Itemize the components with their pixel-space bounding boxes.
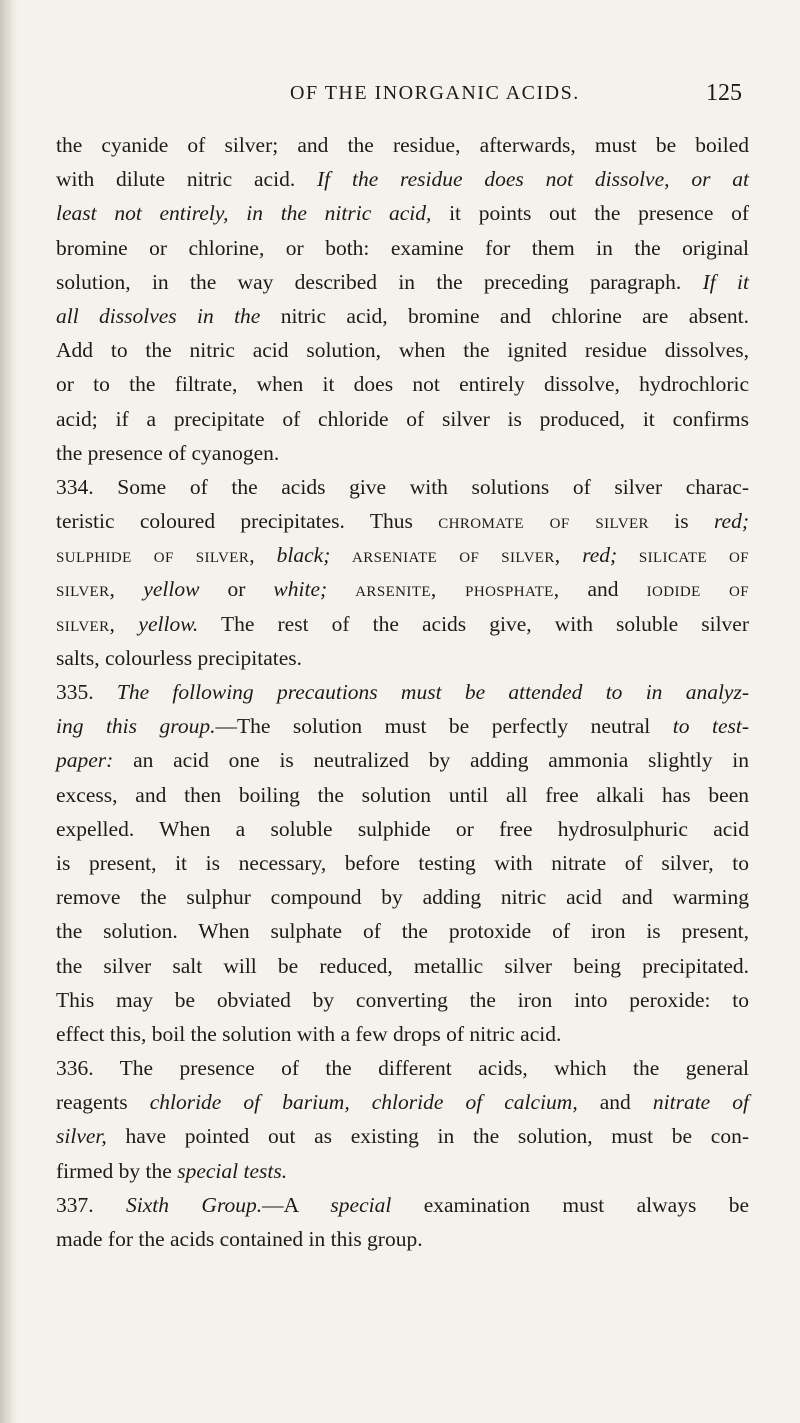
text-span [115, 577, 143, 601]
text-span: salts, colourless precipitates. [56, 645, 302, 670]
text-span: bromine or chlorine, or both: examine for them in the original [56, 235, 749, 260]
text-span: This may be obviated by converting the iron into peroxide: to [56, 987, 749, 1012]
text-line-content [56, 572, 749, 606]
text-line-content [56, 436, 749, 470]
text-line-content [56, 333, 749, 367]
text-line-content [56, 880, 749, 914]
text-span: an acid one is neutralized by adding ammonia slightly in [113, 748, 749, 773]
italic-text: special tests. [177, 1158, 288, 1183]
italic-text: black; [276, 543, 331, 568]
text-line [56, 1188, 749, 1222]
text-span: it points out the presence of [431, 201, 749, 226]
text-line [56, 504, 749, 538]
text-span: examination must always be [391, 1192, 750, 1217]
page-gutter-shadow [0, 0, 18, 1423]
text-line [56, 846, 749, 880]
text-span: have pointed out as existing in the solution, must be con- [106, 1124, 749, 1149]
text-span: 336. The presence of the different acids, which the general [56, 1056, 749, 1081]
text-span: excess, and then boiling the solution until all free alkali has been [56, 782, 749, 807]
text-line-content [56, 265, 749, 299]
small-caps-text: silver, [56, 577, 116, 602]
text-span: 334. Some of the acids give with solutions of silver charac- [56, 474, 749, 499]
text-span: —A [262, 1192, 331, 1217]
text-line-content [56, 367, 749, 401]
italic-text: nitrate of [652, 1090, 749, 1115]
text-line-content [56, 607, 749, 641]
text-line [56, 538, 749, 572]
body-text [56, 128, 749, 1256]
italic-text: If it [702, 269, 749, 294]
running-head: OF THE INORGANIC ACIDS. [290, 82, 580, 104]
text-line [56, 265, 749, 299]
text-line-content [56, 538, 749, 572]
text-line-content [56, 231, 749, 265]
text-line [56, 470, 749, 504]
small-caps-text: arseniate of silver, [351, 543, 561, 568]
text-span: remove the sulphur compound by adding nitric acid and warming [56, 885, 749, 910]
italic-text: red; [582, 543, 618, 568]
text-line-content [56, 299, 749, 333]
text-line [56, 983, 749, 1017]
text-span: effect this, boil the solution with a few drops of nitric acid. [56, 1021, 562, 1046]
text-span: with dilute nitric acid. [56, 167, 318, 192]
text-line [56, 299, 749, 333]
italic-text: ing this group. [56, 714, 216, 739]
text-line [56, 880, 749, 914]
small-caps-text: chromate of silver [438, 509, 649, 534]
italic-text: white; [273, 577, 328, 602]
text-span: nitric acid, bromine and chlorine are absent. [260, 303, 749, 328]
text-span: firmed by the [56, 1158, 178, 1183]
text-line-content [56, 402, 749, 436]
text-span: is [648, 509, 714, 534]
text-line-content [56, 1154, 749, 1188]
text-span [330, 543, 352, 567]
text-line [56, 436, 749, 470]
italic-text: The following precautions must be attended to in analyz- [116, 680, 749, 704]
text-line [56, 709, 749, 743]
italic-text: chloride of barium, chloride of calcium, [149, 1090, 578, 1115]
text-line [56, 812, 749, 846]
small-caps-text: silver, [56, 611, 116, 636]
text-line-content [56, 504, 749, 538]
italic-text: If the residue does not dissolve, or at [317, 167, 749, 192]
text-line-content [56, 812, 749, 846]
text-span: made for the acids contained in this group. [56, 1227, 423, 1251]
text-span [561, 543, 583, 567]
text-span: solution, in the way described in the preceding paragraph. [56, 269, 703, 294]
small-caps-text: iodide of [646, 577, 750, 602]
text-line [56, 231, 749, 265]
text-line-content [56, 846, 749, 880]
italic-text: least not entirely, in the nitric acid, [56, 201, 432, 226]
text-line-content [56, 675, 749, 709]
text-span: Add to the nitric acid solution, when the ignited residue dissolves, [56, 338, 749, 363]
text-line [56, 607, 749, 641]
italic-text: to test- [672, 714, 749, 739]
text-span: or to the filtrate, when it does not entirely dissolve, hydrochloric [56, 372, 749, 397]
text-span [255, 543, 277, 567]
text-span [327, 577, 355, 601]
text-line-content [56, 470, 749, 504]
text-span: and [559, 577, 647, 602]
text-line-content [56, 641, 749, 675]
text-span: is present, it is necessary, before testing with nitrate of silver, to [56, 850, 749, 875]
text-span: 337. [56, 1192, 127, 1217]
text-line [56, 641, 749, 675]
text-line-content [56, 1085, 749, 1119]
text-line-content [56, 1051, 749, 1085]
text-line-content [56, 914, 749, 948]
text-span: teristic coloured precipitates. Thus [56, 509, 439, 534]
small-caps-text: silicate of [638, 543, 750, 568]
text-span: or [199, 577, 274, 602]
page-number: 125 [706, 80, 742, 106]
italic-text: Sixth Group. [126, 1192, 263, 1217]
text-span: The rest of the acids give, with soluble silver [198, 611, 750, 636]
text-line [56, 778, 749, 812]
text-span: the silver salt will be reduced, metallic silver being precipitated. [56, 953, 749, 978]
text-line-content [56, 743, 749, 777]
text-line-content [56, 1188, 749, 1222]
text-line-content [56, 162, 749, 196]
text-line [56, 1017, 749, 1051]
italic-text: all dissolves in the [56, 303, 261, 328]
text-span: reagents [56, 1090, 150, 1115]
text-span: acid; if a precipitate of chloride of silver is produced, it confirms [56, 406, 749, 431]
text-line [56, 1222, 749, 1256]
text-line [56, 333, 749, 367]
text-line-content [56, 709, 749, 743]
text-span: expelled. When a soluble sulphide or free hydrosulphuric acid [56, 816, 749, 841]
text-span: and [577, 1090, 653, 1115]
text-line [56, 367, 749, 401]
text-line [56, 128, 749, 162]
italic-text: paper: [56, 748, 114, 773]
italic-text: yellow [143, 577, 200, 602]
italic-text: silver, [56, 1124, 107, 1149]
small-caps-text: sulphide of silver, [56, 543, 256, 568]
text-span: 335. [56, 680, 117, 704]
text-line [56, 949, 749, 983]
text-line [56, 196, 749, 230]
text-line [56, 1051, 749, 1085]
text-line-content [56, 1017, 749, 1051]
italic-text: red; [713, 509, 749, 534]
text-line [56, 1119, 749, 1153]
text-line-content [56, 1222, 749, 1256]
text-line [56, 162, 749, 196]
text-line-content [56, 949, 749, 983]
text-line-content [56, 128, 749, 162]
italic-text: special [330, 1192, 392, 1217]
text-line-content [56, 778, 749, 812]
text-line [56, 743, 749, 777]
text-line [56, 1085, 749, 1119]
text-line [56, 402, 749, 436]
text-span [617, 543, 639, 567]
text-line [56, 675, 749, 709]
text-span: the presence of cyanogen. [56, 440, 280, 465]
small-caps-text: arsenite, phosphate, [355, 577, 560, 602]
italic-text: yellow. [138, 611, 199, 636]
text-line-content [56, 983, 749, 1017]
text-line [56, 1154, 749, 1188]
text-line [56, 914, 749, 948]
text-line-content [56, 1119, 749, 1153]
text-line-content [56, 196, 749, 230]
text-line [56, 572, 749, 606]
text-span [115, 612, 138, 636]
text-span: the solution. When sulphate of the protoxide of iron is present, [56, 919, 749, 944]
text-span: —The solution must be perfectly neutral [215, 714, 673, 739]
text-span: the cyanide of silver; and the residue, afterwards, must be boiled [56, 133, 749, 157]
